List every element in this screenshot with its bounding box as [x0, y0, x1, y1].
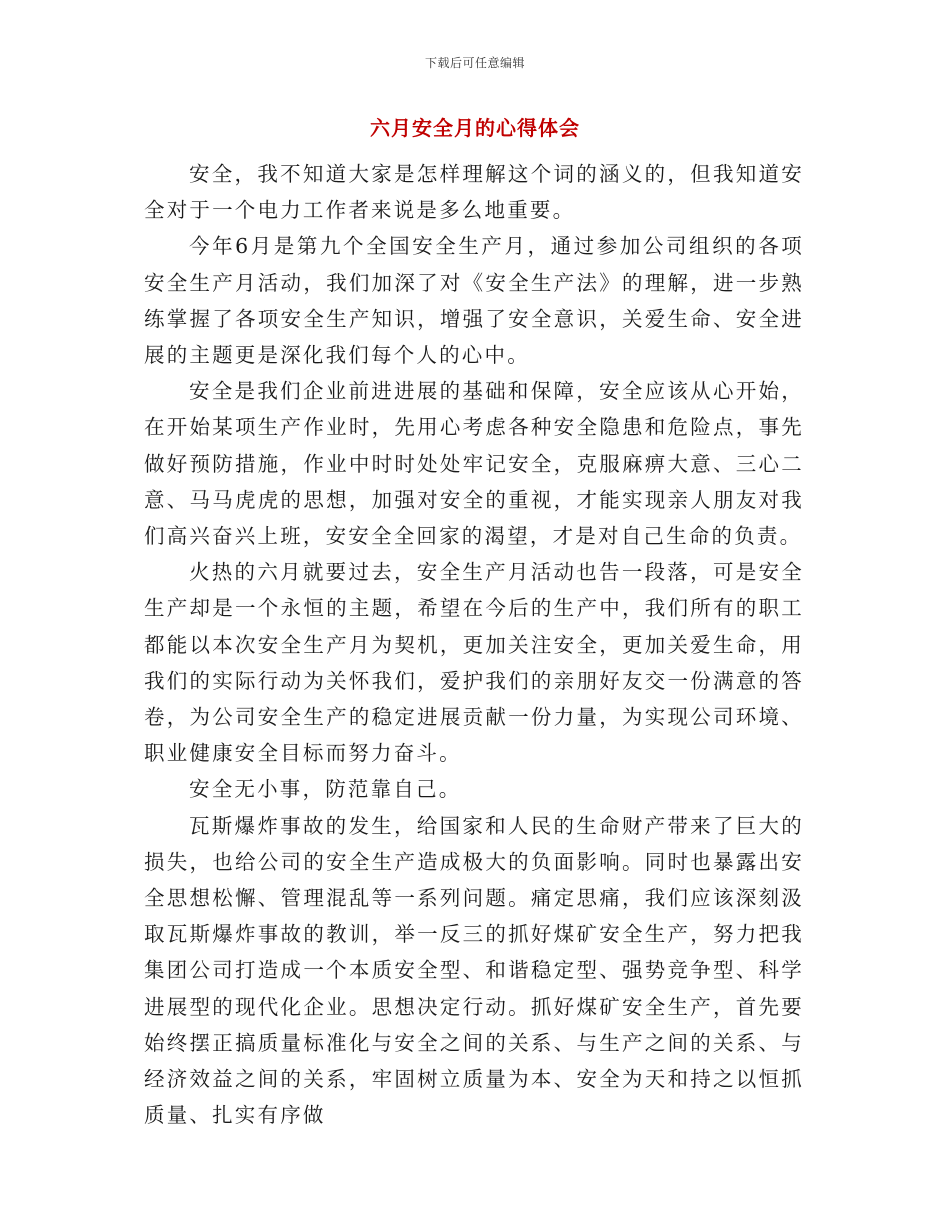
document-title: 六月安全月的心得体会: [370, 116, 580, 140]
paragraph-1: 安全，我不知道大家是怎样理解这个词的涵义的，但我知道安全对于一个电力工作者来说是多么地重要。: [144, 162, 804, 223]
paragraph-4: 火热的六月就要过去，安全生产月活动也告一段落，可是安全生产却是一个永恒的主题，希望在今后的生产中，我们所有的职工都能以本次安全生产月为契机，更加关注安全，更加关爱生命，用我们的实际行动为关怀我们，爱护我们的亲朋好友交一份满意的答卷，为公司安全生产的稳定进展贡献一份力量，为实现公司环境、职业健康安全目标而努力奋斗。: [144, 560, 804, 766]
document-body: [144, 156, 804, 1133]
paragraph-2: 今年6月是第九个全国安全生产月，通过参加公司组织的各项安全生产月活动，我们加深了对《安全生产法》的理解，进一步熟练掌握了各项安全生产知识，增强了安全意识，关爱生命、安全进展的主题更是深化我们每个人的心中。: [144, 234, 804, 368]
paragraph-5: 安全无小事，防范靠自己。: [189, 777, 462, 802]
paragraph-3: 安全是我们企业前进进展的基础和保障，安全应该从心开始，在开始某项生产作业时，先用心考虑各种安全隐患和危险点，事先做好预防措施，作业中时时处处牢记安全，克服麻痹大意、三心二意、马马虎虎的思想，加强对安全的重视，才能实现亲人朋友对我们高兴奋兴上班，安安全全回家的渴望，才是对自己生命的负责。: [144, 379, 804, 549]
page-header-note: 下载后可任意编辑: [424, 56, 525, 70]
paragraph-6: 瓦斯爆炸事故的发生，给国家和人民的生命财产带来了巨大的损失，也给公司的安全生产造成极大的负面影响。同时也暴露出安全思想松懈、管理混乱等一系列问题。痛定思痛，我们应该深刻汲取瓦斯爆炸事故的教训，举一反三的抓好煤矿安全生产，努力把我集团公司打造成一个本质安全型、和谐稳定型、强势竞争型、科学进展型的现代化企业。思想决定行动。抓好煤矿安全生产，首先要始终摆正搞质量标准化与安全之间的关系、与生产之间的关系、与经济效益之间的关系，牢固树立质量为本、安全为天和持之以恒抓质量、扎实有序做: [144, 813, 804, 1128]
